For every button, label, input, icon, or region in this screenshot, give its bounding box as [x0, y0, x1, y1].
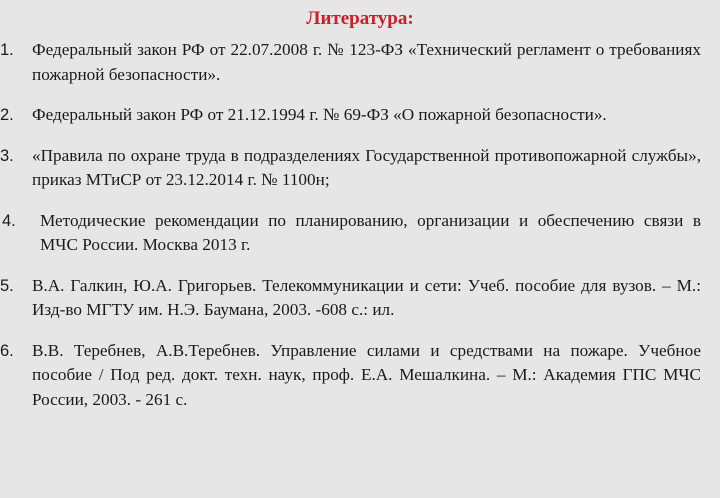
- reference-text: «Правила по охране труда в подразделениях Государственной противопожарной службы», приказ МТиСР от 23.12.2014 г. № 1100н;: [32, 145, 701, 189]
- reference-number: 4.: [2, 211, 16, 230]
- reference-text: Федеральный закон РФ от 21.12.1994 г. № 69-ФЗ «О пожарной безопасности».: [32, 105, 607, 124]
- reference-item-2: [0, 103, 720, 128]
- reference-item-3: [0, 144, 720, 193]
- reference-text: В.В. Теребнев, А.В.Теребнев. Управление силами и средствами на пожаре. Учебное пособие / Под ред. докт. техн. наук, проф. Е.А. Мешалкина. – М.: Академия ГПС МЧС России, 2003. - 261 с.: [32, 340, 701, 409]
- reference-text: Федеральный закон РФ от 22.07.2008 г. № 123-ФЗ «Технический регламент о требованиях пожарной безопасности».: [32, 40, 701, 84]
- reference-item-5: [0, 274, 720, 323]
- reference-number: 2.: [0, 106, 14, 124]
- reference-item-4: [0, 209, 720, 258]
- page-title: Литература:: [306, 8, 414, 29]
- reference-text: Методические рекомендации по планированию, организации и обеспечению связи в МЧС России. Москва 2013 г.: [40, 210, 701, 254]
- reference-number: 6.: [0, 341, 14, 360]
- reference-item-6: [0, 339, 720, 413]
- reference-list: [0, 38, 720, 428]
- reference-number: 5.: [0, 276, 14, 295]
- reference-number: 3.: [0, 146, 14, 165]
- reference-item-1: [0, 38, 720, 87]
- reference-text: В.А. Галкин, Ю.А. Григорьев. Телекоммуникации и сети: Учеб. пособие для вузов. – М.: Изд-во МГТУ им. Н.Э. Баумана, 2003. -608 с.: ил.: [32, 275, 701, 319]
- reference-number: 1.: [0, 41, 14, 59]
